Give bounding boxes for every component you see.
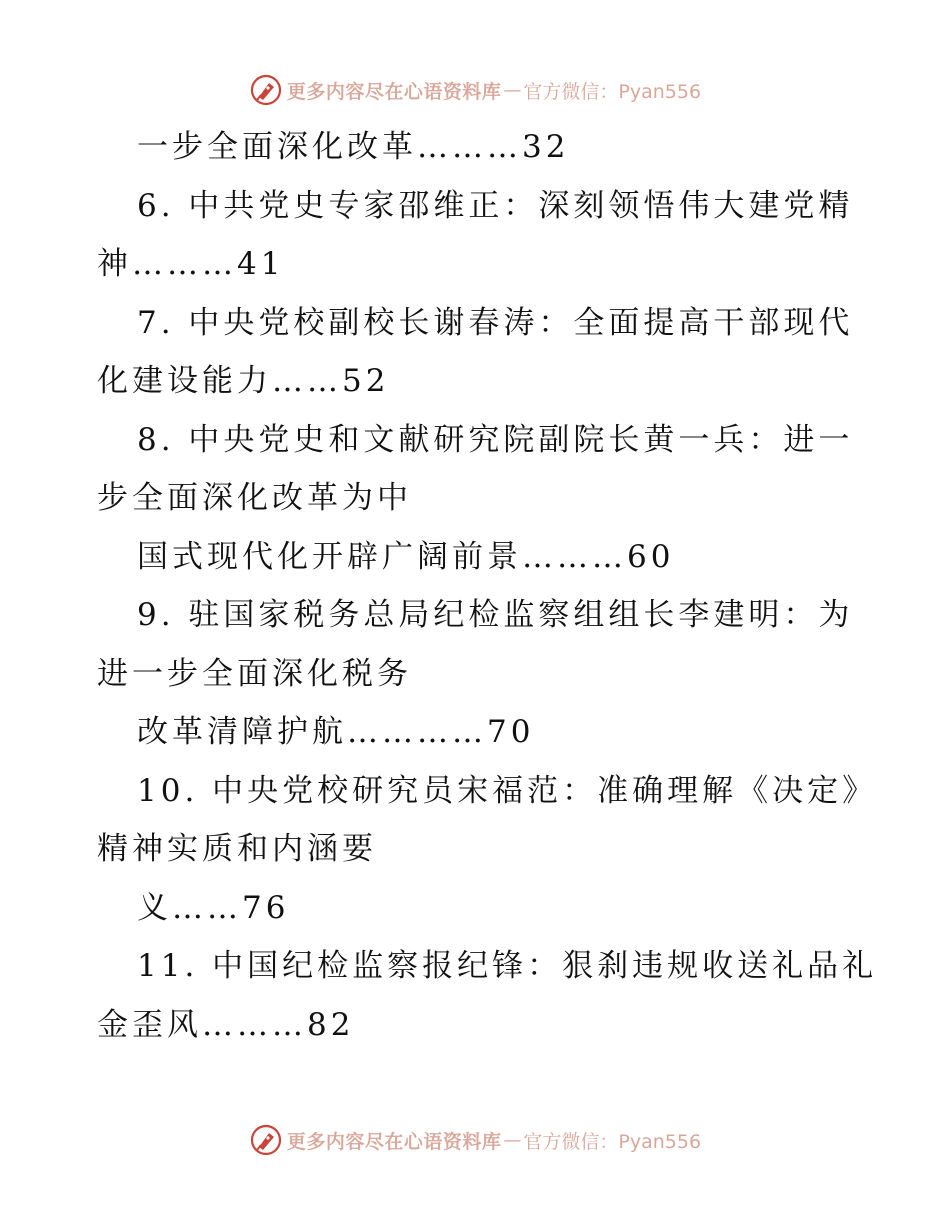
watermark-dash: — <box>503 1129 522 1151</box>
toc-line: 10. 中央党校研究员宋福范：准确理解《决定》 <box>137 772 878 809</box>
watermark-dash: — <box>503 79 522 101</box>
toc-line: 金歪风………82 <box>97 1006 355 1043</box>
toc-line: 一步全面深化改革………32 <box>137 129 570 165</box>
toc-line: 改革清障护航…………70 <box>137 714 535 750</box>
toc-line: 神………41 <box>97 246 285 282</box>
toc-line: 9. 驻国家税务总局纪检监察组组长李建明：为 <box>137 597 854 633</box>
pen-nib-logo-icon <box>249 73 283 107</box>
watermark-wechat: 官方微信：Pyan556 <box>523 80 702 103</box>
toc-line: 进一步全面深化税务 <box>97 655 412 692</box>
toc-list <box>97 118 878 1054</box>
toc-line: 7. 中央党校副校长谢春涛：全面提高干部现代 <box>137 304 854 341</box>
watermark-wechat: 官方微信：Pyan556 <box>523 1130 702 1153</box>
toc-line: 8. 中央党史和文献研究院副院长黄一兵：进一 <box>137 421 854 458</box>
toc-line: 化建设能力……52 <box>97 363 390 399</box>
toc-line: 精神实质和内涵要 <box>97 831 377 867</box>
watermark-text: 更多内容尽在心语资料库 <box>286 80 502 103</box>
watermark-text: 更多内容尽在心语资料库 <box>286 1130 502 1153</box>
toc-line: 11. 中国纪检监察报纪锋：狠刹违规收送礼品礼 <box>137 948 878 984</box>
toc-line: 6. 中共党史专家邵维正：深刻领悟伟大建党精 <box>137 187 854 224</box>
header-watermark <box>0 70 950 110</box>
pen-nib-logo-icon <box>249 1123 283 1157</box>
toc-line: 国式现代化开辟广阔前景………60 <box>137 538 675 575</box>
toc-line: 义……76 <box>137 889 290 926</box>
toc-line: 步全面深化改革为中 <box>97 480 412 516</box>
footer-watermark <box>0 1120 950 1160</box>
